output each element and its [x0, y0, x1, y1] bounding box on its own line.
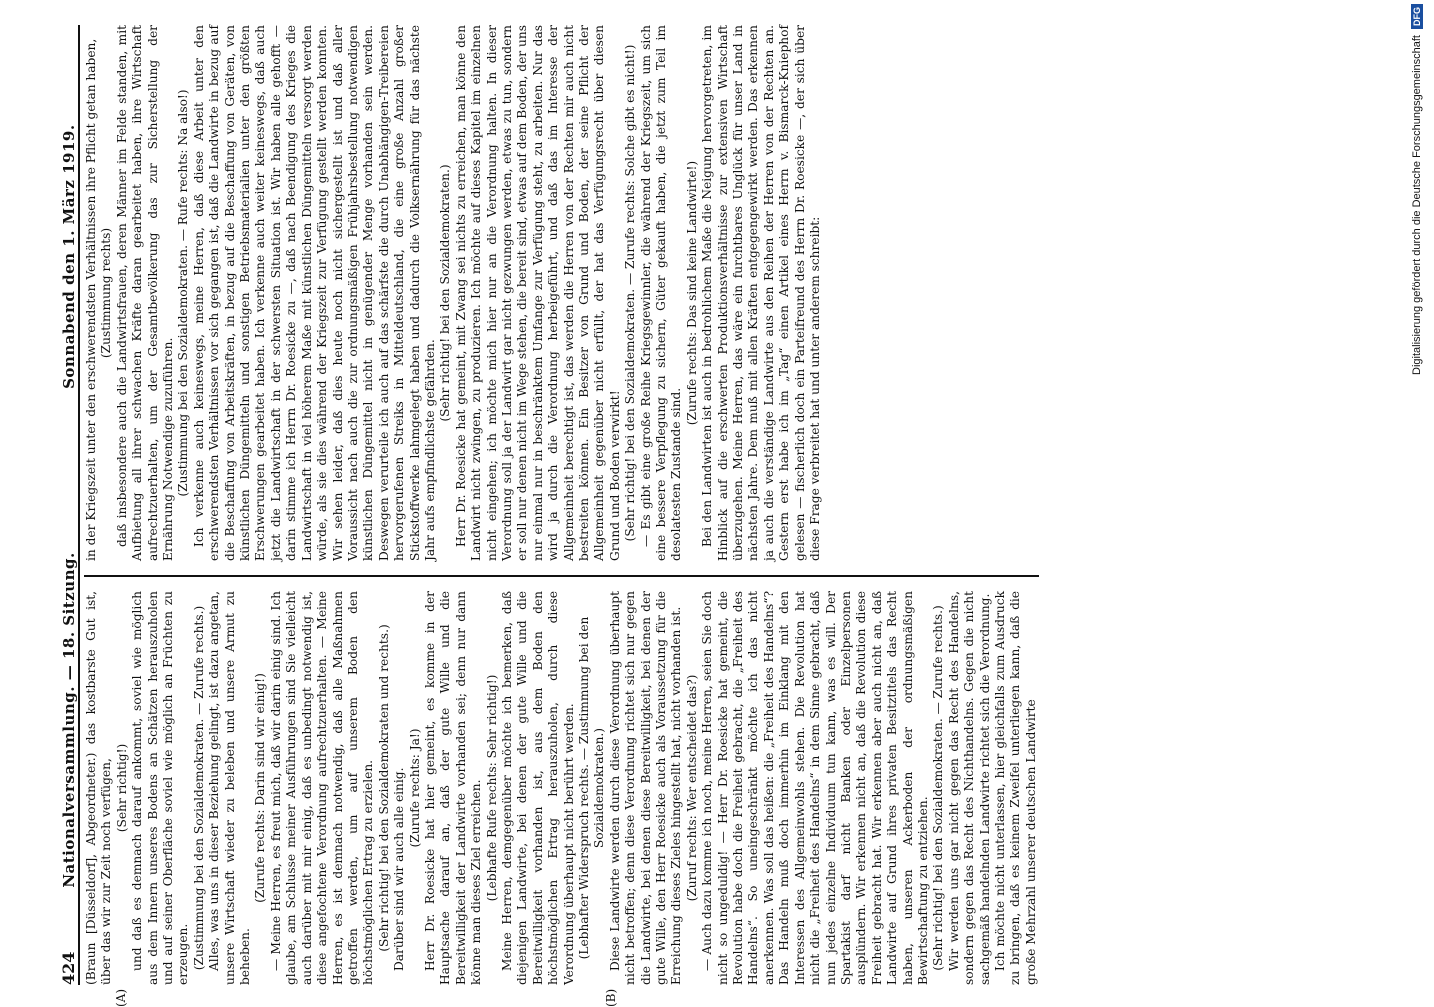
margin-marker-b: (B) — [604, 988, 618, 1007]
paragraph: daß insbesondere auch die Landwirtsfrauen, deren Männer im Felde standen, mit Aufbietung all ihrer schwachen Kräfte daran gearbeitet haben, ihre Wirtschaft aufrechtzuerhalten, um der Gesamtbevölkerung das zur Sicherstellung der Ernährung Notwendige zuzuführen. — [114, 25, 176, 561]
header-left-title: Nationalversammlung. — 18. Sitzung. — [60, 552, 78, 888]
paragraph: Herr Dr. Roesicke hat hier gemeint, es komme in der Hauptsache darauf an, daß der gute Wille und die Bereitwilligkeit der Landwirte vorhanden sei; denn nur dann könne man dieses Ziel erreichen. — [422, 591, 484, 985]
paragraph: und daß es demnach darauf ankommt, soviel wie möglich aus dem Innern unseres Bodens an Schätzen herauszuholen und auf seiner Oberfläche soviel wie möglich an Früchten zu erzeugen. — [130, 591, 191, 985]
right-column — [84, 25, 1039, 577]
paragraph: Ich verkenne auch keineswegs, meine Herren, daß diese Arbeit unter den erschwerendsten Verhältnissen vor sich gegangen ist, daß die Landwirte in bezug auf die Beschaffung von Arbeitskräften, in bezug auf die Beschaffung von Geräten, von künstlichen Düngemitteln und sonstigen Betriebsmaterialien unter den größten Erschwerungen gearbeitet haben. Ich verkenne auch weiter keineswegs, daß auch jetzt die Landwirtschaft in der schwersten Situation ist. Wir haben alle gehofft — darin stimme ich Herrn Dr. Roesicke zu —, daß nach Beendigung des Krieges die Landwirtschaft in viel höherem Maße mit künstlichen Düngemitteln versorgt werden würde, als sie dies während der Kriegszeit zur Verfügung gestellt werden konnten. Wir sehen leider, daß dies heute noch nicht sichergestellt ist und daß aller Voraussicht nach auch die zur ordnungsmäßigen Frühjahrsbestellung notwendigen künstlichen Düngemittel nicht in genügender Menge vorhanden sein werden. Deswegen verurteile ich auch auf das schärfste die durch Unabhängigen-Treibereien hervorgerufenen Streiks in Mitteldeutschland, die eine große Anzahl großer Stickstoffwerke lahmgelegt haben und dadurch die Volksernährung für das nächste Jahr aufs empfindlichste gefährden. — [191, 25, 437, 561]
interjection: (Zustimmung rechts) — [99, 227, 114, 359]
digitization-note: Digitalisierung gefördert durch die Deutsche Forschungsgemeinschaft — [1411, 35, 1423, 375]
interjection: (Sehr richtig! bei den Sozialdemokraten. — Zurufe rechts.) — [931, 605, 946, 971]
header-right-title: Sonnabend den 1. März 1919. — [60, 124, 78, 389]
interjection: (Lebhafter Widerspruch rechts. — Zustimmung bei den Sozialdemokraten.) — [577, 616, 607, 960]
paragraph: — Es gibt eine große Reihe Kriegsgewinnler, die während der Kriegszeit, um sich eine bessere Verpflegung zu sichern, Güter gekauft haben, die jetzt zum Teil im desolatesten Zustande sind. — [638, 25, 684, 561]
paragraph: — Auch dazu komme ich noch, meine Herren, seien Sie doch nicht so ungeduldig! — Herr Dr. Roesicke hat gemeint, die Revolution habe doch die Freiheit gebracht, die „Freiheit des Handelns“. So uneingeschränkt möchte ich das nicht anerkennen. Was soll das heißen: die „Freiheit des Handelns“? Das Handeln muß doch immerhin im Einklang mit den Interessen des Allgemeinwohls stehen. Die Revolution hat nicht die „Freiheit des Handelns“ in dem Sinne gebracht, daß nun jedes einzelne Individuum tun kann, was es will. Der Spartakist darf nicht Banken oder Einzelpersonen ausplündern. Wir erkennen nicht an, daß die Revolution diese Freiheit gebracht hat. Wir erkennen aber auch nicht an, daß Landwirte auf Grund ihres privaten Besitztitels das Recht haben, unseren Ackerboden der ordnungsmäßigen Bewirtschaftung zu entziehen. — [700, 591, 930, 985]
interjection: (Zurufe rechts: Ja!) — [407, 728, 422, 848]
paragraph: Diese Landwirte werden durch diese Verordnung überhaupt nicht betroffen; denn diese Verordnung richtet sich nur gegen die Landwirte, bei denen diese Bereitwilligkeit, bei denen der gute Wille, den Herr Roesicke auch als Voraussetzung für die Erreichung dieses Zieles hingestellt hat, nicht vorhanden ist. — [607, 591, 684, 985]
text-columns — [84, 25, 1039, 1007]
interjection: (Sehr richtig! bei den Sozialdemokraten.) — [438, 164, 453, 422]
page-number: 424 — [59, 951, 78, 985]
interjection: (Sehr richtig! bei den Sozialdemokraten. — Zurufe rechts: Solche gibt es nicht!) — [623, 44, 638, 542]
interjection: (Sehr richtig! bei den Sozialdemokraten und rechts.) — [376, 624, 391, 952]
paragraph: in der Kriegszeit unter den erschwerendsten Verhältnissen ihre Pflicht getan haben, — [84, 38, 98, 561]
left-column-body — [84, 591, 1039, 985]
paragraph: Meine Herren, demgegenüber möchte ich bemerken, daß diejenigen Landwirte, bei denen der gute Wille und die Bereitwilligkeit vorhanden ist, aus dem Boden den höchstmöglichen Ertrag herauszuholen, durch diese Verordnung überhaupt nicht berührt werden. — [499, 591, 576, 985]
paragraph: Ich möchte nicht unterlassen, hier gleichfalls zum Ausdruck zu bringen, daß es keinem Zweifel unterliegen kann, daß die große Mehrzahl unserer deutschen Landwirte — [992, 591, 1038, 985]
interjection: (Zurufe rechts: Darin sind wir einig!) — [253, 673, 268, 903]
paragraph: Wir werden uns gar nicht gegen das Recht des Handelns, sondern gegen das Recht des Nichthandelns. Gegen die nicht sachgemäß handelnden Landwirte richtet sich die Verordnung. — [946, 591, 992, 985]
interjection: (Zuruf rechts: Wer entscheidet das?) — [684, 674, 699, 902]
page-header — [52, 25, 80, 985]
paragraph: Bei den Landwirten ist auch in bedrohlichem Maße die Neigung hervorgetreten, im Hinblick auf die erschwerten Produktionsverhältnisse zur extensiven Wirtschaft überzugehen. Meine Herren, das wäre ein furchtbares Unglück für unser Land in nächsten Jahre. Dem muß mit allen Kräften entgegengewirkt werden. Das erkennen ja auch die verständige Landwirte aus den Reihen der Herren von der Rechten an. Gestern erst habe ich im „Tag“ einen Artikel eines Herrn v. Bismarck-Kniephof gelesen — fischerlich doch ein Parteifreund des Herrn Dr. Roesicke —, der sich über diese Frage verbreitet hat und unter anderem schreibt: — [700, 25, 823, 561]
dfg-logo: DFG — [1411, 4, 1423, 29]
digitization-credit — [1402, 4, 1432, 994]
margin-marker-a: (A) — [114, 988, 128, 1007]
paragraph: Alles, was uns in dieser Beziehung gelingt, ist dazu angetan, unsere Wirtschaft wieder zu beleben und unsere Armut zu beheben. — [207, 591, 253, 985]
paragraph: — Meine Herren, es freut mich, daß wir darin einig sind. Ich glaube, am Schlusse meiner Ausführungen sind Sie vielleicht auch darüber mit mir einig, daß es unbedingt notwendig ist, diese angefochtene Verordnung aufrechtzuerhalten. — Meine Herren, es ist demnach notwendig, daß alle Maßnahmen getroffen werden, um auf unserem Boden den höchstmöglichen Ertrag zu erzielen. — [268, 591, 376, 985]
paragraph: Darüber sind wir auch alle einig. — [392, 767, 407, 971]
paragraph: Herr Dr. Roesicke hat gemeint, mit Zwang sei nichts zu erreichen, man könne den Landwirt nicht zwingen, zu produzieren. Ich möchte auf dieses Kapitel im einzelnen nicht eingehen; ich möchte mich hier nur an die Verordnung halten. In dieser Verordnung soll ja der Landwirt gar nicht gezwungen werden, etwas zu tun, sondern er soll nur denen nicht im Wege stehen, die bereit sind, etwas auf dem Boden, der uns nur einmal nur in beschränktem Umfange zur Verfügung steht, zu arbeiten. Nur das wird ja durch die Verordnung herbeigeführt, und daß das im Interesse der Allgemeinheit berechtigt ist, das werden die Herren von der Rechten mir auch nicht bestreiten können. Ein Besitzer von Grund und Boden, der seine Pflicht der Allgemeinheit gegenüber nicht erfüllt, der hat das Verfügungsrecht über diesen Grund und Boden verwirkt! — [453, 25, 622, 561]
paragraph: (Braun [Düsseldorf], Abgeordneter.) das kostbarste Gut ist, über das wir zur Zeit noch verfügen, — [84, 591, 114, 985]
interjection: (Zustimmung bei den Sozialdemokraten. — Zurufe rechts.) — [191, 605, 206, 971]
left-column — [84, 577, 1039, 1007]
rotated-page — [52, 25, 1434, 1007]
interjection: (Sehr richtig!) — [114, 743, 129, 833]
interjection: (Zurufe rechts: Das sind keine Landwirte!) — [684, 160, 699, 426]
interjection: (Zustimmung bei den Sozialdemokraten. — Rufe rechts: Na also!) — [176, 89, 191, 497]
interjection: (Lebhafte Rufe rechts: Sehr richtig!) — [484, 674, 499, 902]
right-column-body — [84, 25, 824, 561]
